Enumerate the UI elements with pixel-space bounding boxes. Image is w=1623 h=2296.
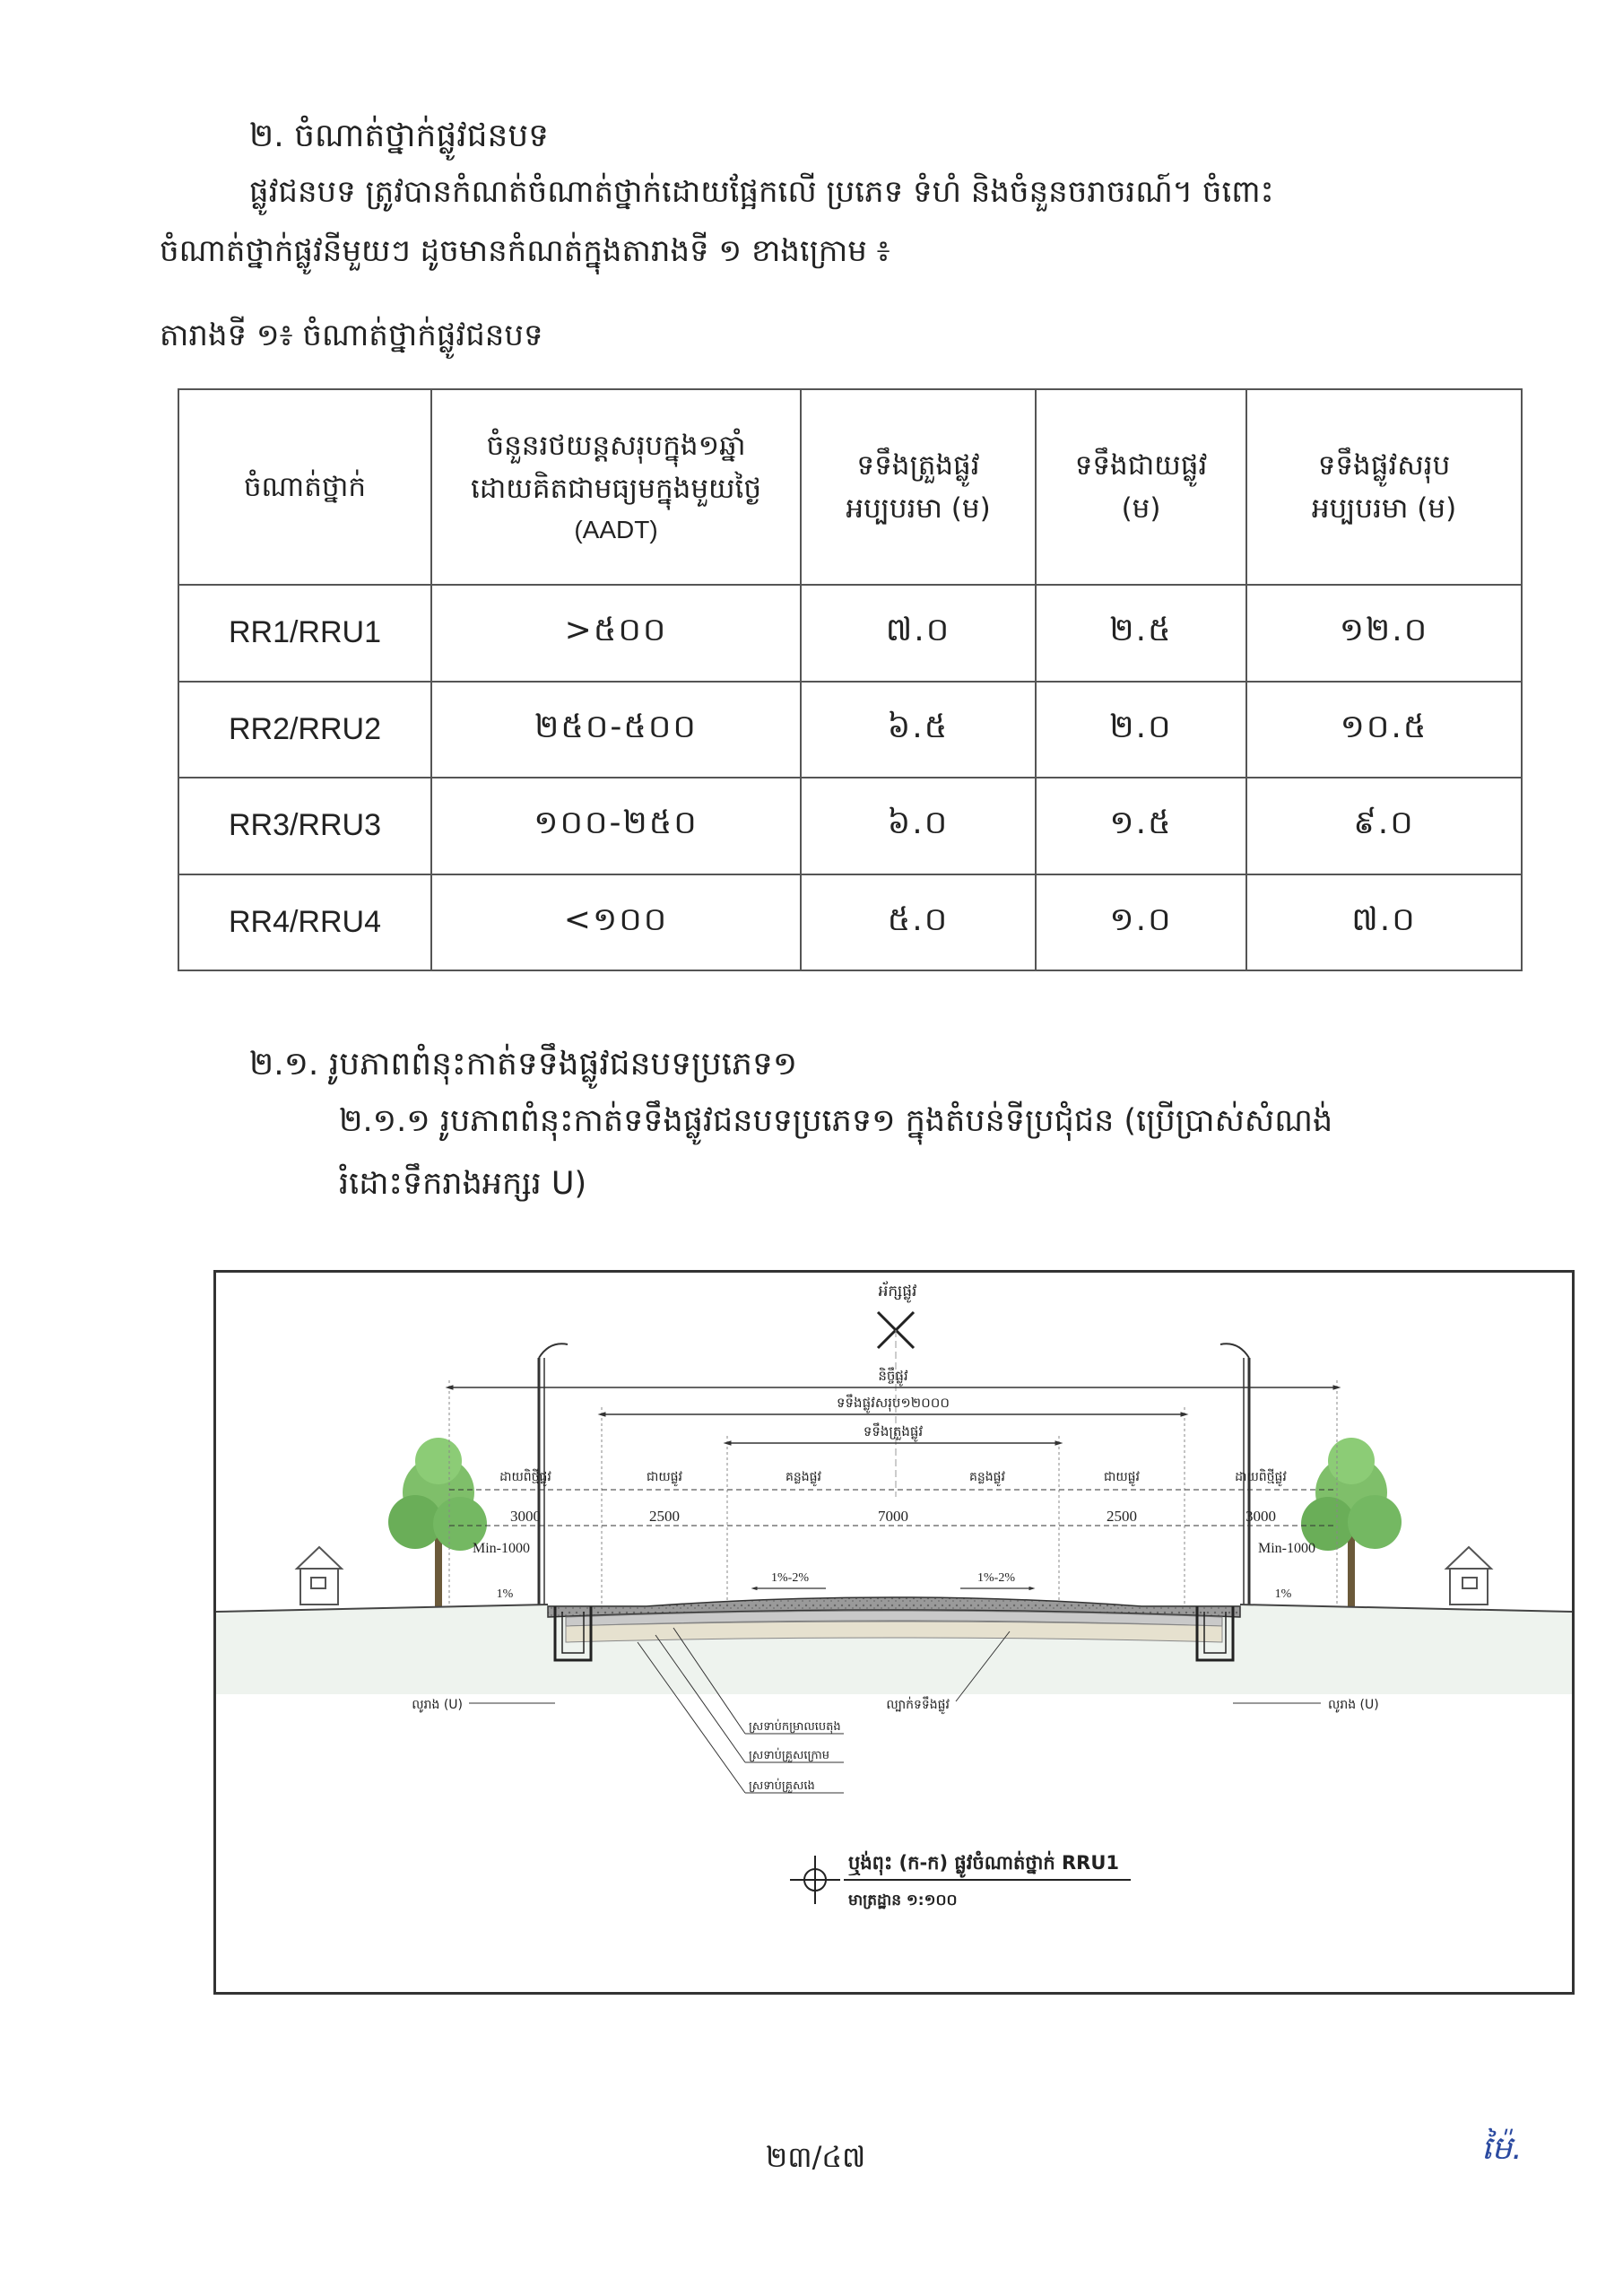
figure-title: ឬង់ពុះ (ក-ក) ផ្លូវចំណាត់ថ្នាក់ RRU1: [848, 1852, 1120, 1874]
cross-section-label: ល្បាក់ទទឹងផ្លូវ: [886, 1698, 950, 1712]
cell-shoulder: ១.០: [1036, 874, 1246, 971]
section-heading: ២. ចំណាត់ថ្នាក់ផ្លូវជនបទ: [249, 117, 550, 154]
drain-label-right: លូរាង (U): [1328, 1698, 1379, 1712]
cross-section-drawing: [216, 1273, 1572, 1992]
handwritten-initials: ម៉ៃ.: [1481, 2130, 1523, 2167]
header-carriageway: [801, 389, 1036, 585]
dim-sidewalk-left: 3000: [510, 1508, 541, 1525]
dim-shoulder-right: 2500: [1107, 1508, 1137, 1525]
header-total-line-2: អប្បបរមា (ម): [1311, 492, 1457, 525]
header-aadt-line-2: ដោយគិតជាមធ្យមក្នុងមួយថ្ងៃ: [470, 473, 762, 506]
slope-right: 1%: [1274, 1587, 1292, 1601]
shoulder-label-right: ជាយផ្លូវ: [1104, 1470, 1140, 1484]
cell-class: RR1/RRU1: [178, 585, 431, 682]
figure-scale: មាត្រដ្ឋាន ១:១០០: [848, 1892, 958, 1909]
paragraph-line-2: ចំណាត់ថ្នាក់ផ្លូវនីមួយៗ ដូចមានកំណត់ក្នុងតារាងទី ១ ខាងក្រោម ៖: [160, 233, 890, 269]
cell-shoulder: ១.៥: [1036, 778, 1246, 874]
header-shoulder: [1036, 389, 1246, 585]
slope-road-left: 1%-2%: [771, 1571, 809, 1585]
sidewalk-label-left: ដាយពិថ្មីផ្លូវ: [499, 1470, 551, 1484]
header-total-line-1: ទទឹងផ្លូវសរុប: [1317, 448, 1451, 482]
cross-section-figure: [213, 1270, 1575, 1995]
road-axis-symbol: [878, 1281, 916, 1497]
cell-class: RR2/RRU2: [178, 682, 431, 778]
total-width-label: ទទឹងផ្លូវសរុប១២០០០: [837, 1395, 950, 1411]
axis-label: អ័ក្សផ្លូវ: [878, 1283, 917, 1300]
cell-total: ១០.៥: [1246, 682, 1522, 778]
table-row: [178, 874, 1522, 971]
table-row: [178, 778, 1522, 874]
slope-left: 1%: [496, 1587, 514, 1601]
cell-aadt: ២៥០-៥០០: [431, 682, 801, 778]
cell-class: RR4/RRU4: [178, 874, 431, 971]
header-shoulder-line-2: (ម): [1121, 492, 1161, 525]
subsubsection-line-2: រំដោះទឹករាងអក្សរ U): [339, 1166, 587, 1202]
dim-sidewalk-right: 3000: [1245, 1508, 1276, 1525]
lane-label-left: គន្លងផ្លូវ: [785, 1470, 821, 1484]
tree-left-icon: [388, 1438, 487, 1607]
header-class: [178, 389, 431, 585]
dim-shoulder-left: 2500: [649, 1508, 680, 1525]
dim-min-left: Min-1000: [473, 1541, 530, 1556]
subsubsection-line-1: ២.១.១ រូបភាពពំនុះកាត់ទទឹងផ្លូវជនបទប្រភេទ១ ក្នុងតំបន់ទីប្រជុំជន (ប្រើប្រាស់សំណង់: [339, 1103, 1333, 1139]
cell-shoulder: ២.០: [1036, 682, 1246, 778]
tree-right-icon: [1301, 1438, 1402, 1607]
cell-total: ៩.០: [1246, 778, 1522, 874]
road-classification-table: [178, 388, 1523, 971]
header-carriageway-line-2: អប្បបរមា (ម): [846, 492, 991, 525]
shoulder-label-left: ជាយផ្លូវ: [647, 1470, 682, 1484]
table-row: [178, 682, 1522, 778]
page-number: ២៣/៤៧: [766, 2140, 866, 2174]
layer-label-3: ស្រទាប់គ្រួសងេ: [749, 1779, 815, 1793]
layer-label-1: ស្រទាប់កម្រាលបេតុង: [749, 1720, 841, 1734]
subsection-heading: ២.១. រូបភាពពំនុះកាត់ទទឹងផ្លូវជនបទប្រភេទ១: [249, 1046, 798, 1083]
layer-label-2: ស្រទាប់គ្រួសក្រោម: [749, 1749, 830, 1762]
dim-carriageway: 7000: [878, 1508, 908, 1525]
house-left-icon: [297, 1547, 342, 1605]
cell-aadt: >៥០០: [431, 585, 801, 682]
cell-carriageway: ៦.៥: [801, 682, 1036, 778]
lane-label-right: គន្លងផ្លូវ: [969, 1470, 1005, 1484]
header-carriageway-line-1: ទទឹងត្រួងផ្លូវ: [856, 448, 980, 482]
sidewalk-label-right: ដាយពិថ្មីផ្លូវ: [1235, 1470, 1287, 1484]
dim-min-right: Min-1000: [1258, 1541, 1315, 1556]
right-of-way-label: និច្ចឹផ្លូវ: [878, 1368, 908, 1384]
house-right-icon: [1446, 1547, 1491, 1605]
cell-class: RR3/RRU3: [178, 778, 431, 874]
header-class-line: ចំណាត់ថ្នាក់: [243, 470, 367, 503]
table-caption: តារាងទី ១៖ ចំណាត់ថ្នាក់ផ្លូវជនបទ: [160, 317, 543, 353]
cell-aadt: <១០០: [431, 874, 801, 971]
section-marker-icon: [790, 1856, 840, 1904]
header-aadt-line-3: (AADT): [574, 516, 658, 544]
header-aadt-line-1: ចំនួនរថយន្តសរុបក្នុង១ឆ្នាំ: [486, 430, 746, 463]
drain-label-left: លូរាង (U): [412, 1698, 463, 1712]
cell-carriageway: ៦.០: [801, 778, 1036, 874]
carriageway-label: ទទឹងត្រួងផ្លូវ: [863, 1423, 924, 1439]
cell-carriageway: ៧.០: [801, 585, 1036, 682]
table-row: [178, 585, 1522, 682]
table-header-row: [178, 389, 1522, 585]
cell-carriageway: ៥.០: [801, 874, 1036, 971]
header-shoulder-line-1: ទទឹងជាយផ្លូវ: [1074, 448, 1208, 482]
cell-total: ៧.០: [1246, 874, 1522, 971]
slope-road-right: 1%-2%: [977, 1571, 1015, 1585]
cell-shoulder: ២.៥: [1036, 585, 1246, 682]
paragraph-line-1: ផ្លូវជនបទ ត្រូវបានកំណត់ចំណាត់ថ្នាក់ដោយផ្អែកលើ ប្រភេទ ទំហំ និងចំនួនចរាចរណ៍។ ចំពោះ: [249, 174, 1274, 210]
header-total-width: [1246, 389, 1522, 585]
cell-aadt: ១០០-២៥០: [431, 778, 801, 874]
cell-total: ១២.០: [1246, 585, 1522, 682]
header-aadt: [431, 389, 801, 585]
